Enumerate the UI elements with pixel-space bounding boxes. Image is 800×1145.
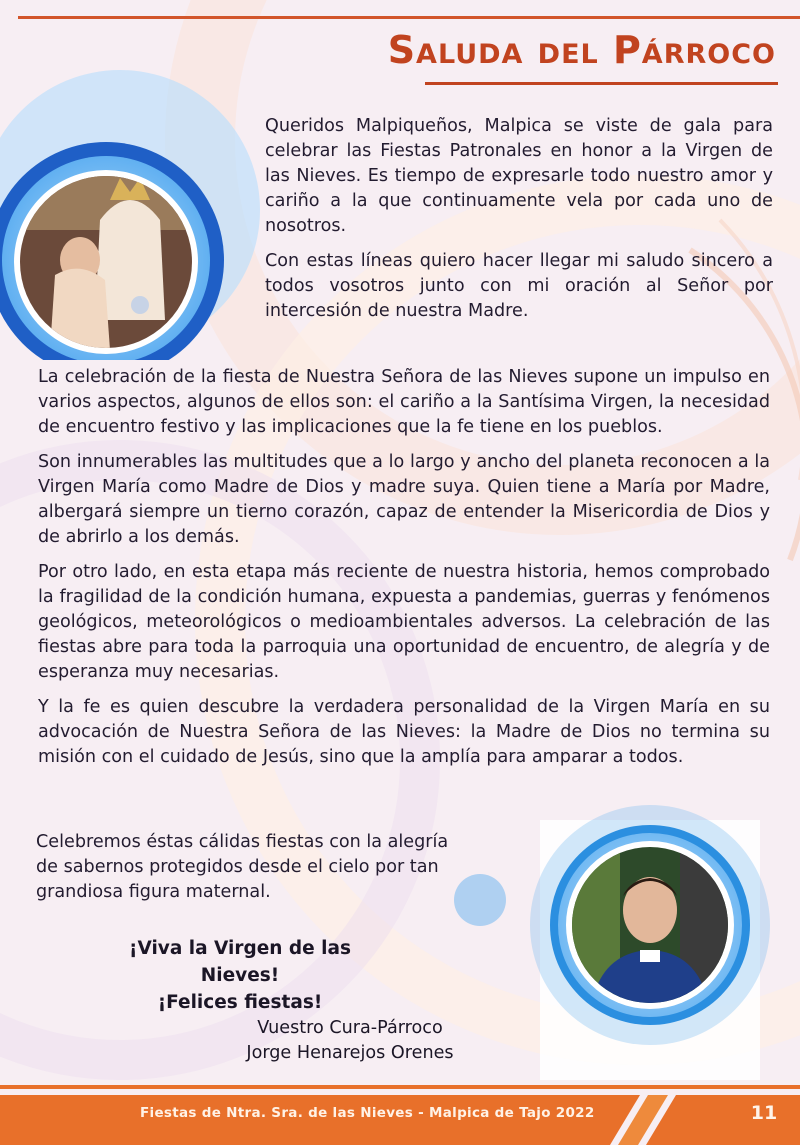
page-title: Saluda del Párroco bbox=[387, 28, 776, 72]
priest-medallion bbox=[470, 800, 790, 1090]
intro-paragraph: Con estas líneas quiero hacer llegar mi saludo sincero a todos vosotros junto con mi oración al Señor por intercesión de nuestra Madre. bbox=[265, 251, 773, 321]
signature-role: Vuestro Cura-Párroco bbox=[257, 1018, 443, 1038]
virgin-statue-photo bbox=[0, 60, 260, 360]
body-text bbox=[38, 365, 770, 780]
page-number: 11 bbox=[750, 1102, 778, 1124]
body-paragraph: Por otro lado, en esta etapa más reciente de nuestra historia, hemos comprobado la fragilidad de la condición humana, expuesta a pandemias, guerras y fenómenos geológicos, meteorológicos o medioambientales adversos. La celebración de las fiestas abre para toda la parroquia una oportunidad de encuentro, de alegría y de esperanza muy necesarias. bbox=[38, 562, 770, 682]
cheers bbox=[90, 935, 390, 1016]
body-paragraph: La celebración de la fiesta de Nuestra Señora de las Nieves supone un impulso en varios aspectos, algunos de ellos son: el cariño a la Santísima Virgen, la necesidad de encuentro festivo y las implicaciones que la fe tiene en los pueblos. bbox=[38, 367, 770, 437]
signature-name: Jorge Henarejos Orenes bbox=[246, 1043, 454, 1063]
closing-text bbox=[36, 830, 466, 915]
body-paragraph: Son innumerables las multitudes que a lo largo y ancho del planeta reconocen a la Virgen María como Madre de Dios y madre suya. Quien tiene a María por Madre, albergará siempre un tierno corazón, capaz de entender la Misericordia de Dios y de abrirlo a los demás. bbox=[38, 452, 770, 547]
closing-paragraph: Celebremos éstas cálidas fiestas con la alegría de sabernos protegidos desde el cielo por tan grandiosa figura maternal. bbox=[36, 832, 449, 902]
cheer-line: ¡Felices fiestas! bbox=[157, 992, 323, 1013]
signature bbox=[200, 1016, 500, 1066]
intro-paragraph: Queridos Malpiqueños, Malpica se viste de gala para celebrar las Fiestas Patronales en honor a la Virgen de las Nieves. Es tiempo de expresarle todo nuestro amor y cariño a la que continuamente vela por cada uno de nosotros. bbox=[265, 116, 773, 236]
title-underline bbox=[425, 82, 778, 85]
top-rule bbox=[18, 16, 800, 19]
priest-portrait-photo bbox=[470, 800, 790, 1090]
cheer-line: ¡Viva la Virgen de las Nieves! bbox=[129, 938, 351, 986]
footer-text: Fiestas de Ntra. Sra. de las Nieves - Malpica de Tajo 2022 bbox=[140, 1105, 595, 1121]
virgin-medallion bbox=[0, 60, 260, 360]
intro-text bbox=[265, 114, 773, 334]
body-paragraph: Y la fe es quien descubre la verdadera personalidad de la Virgen María en su advocación de Nuestra Señora de las Nieves: la Madre de Dios no termina su misión con el cuidado de Jesús, sino que la amplía para amparar a todos. bbox=[38, 697, 770, 767]
